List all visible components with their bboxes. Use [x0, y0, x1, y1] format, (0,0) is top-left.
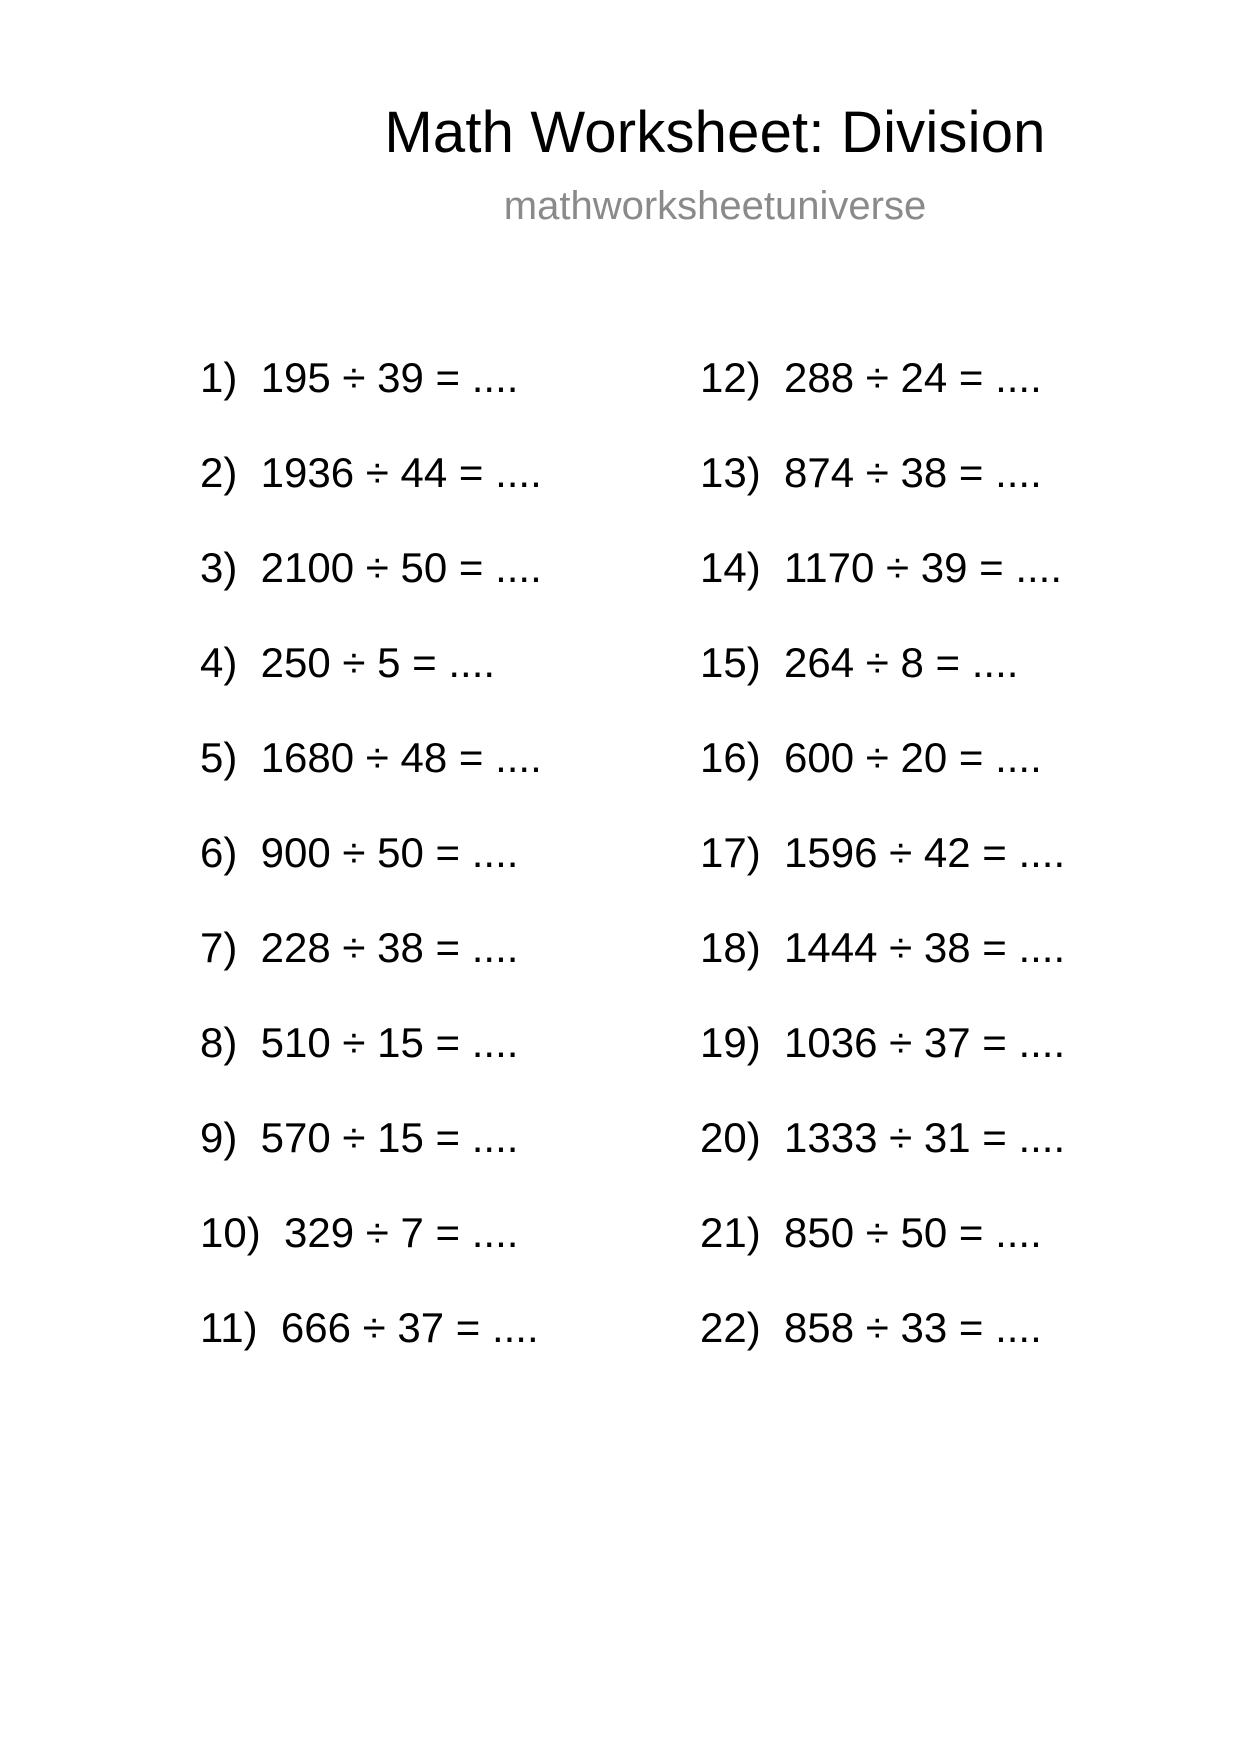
problem-item: 12) 288 ÷ 24 = ....	[700, 354, 1042, 401]
problem-item: 16) 600 ÷ 20 = ....	[700, 734, 1042, 781]
problem-item: 3) 2100 ÷ 50 = ....	[200, 544, 542, 591]
problem-item: 13) 874 ÷ 38 = ....	[700, 449, 1042, 496]
problem-item: 19) 1036 ÷ 37 = ....	[700, 1019, 1066, 1066]
problem-item: 15) 264 ÷ 8 = ....	[700, 639, 1019, 686]
problem-item: 20) 1333 ÷ 31 = ....	[700, 1114, 1066, 1161]
problem-item: 17) 1596 ÷ 42 = ....	[700, 829, 1066, 876]
worksheet-subtitle: mathworksheetuniverse	[503, 184, 927, 228]
problem-item: 22) 858 ÷ 33 = ....	[700, 1304, 1042, 1351]
problem-item: 14) 1170 ÷ 39 = ....	[700, 544, 1063, 591]
problem-item: 4) 250 ÷ 5 = ....	[200, 639, 496, 686]
problem-item: 6) 900 ÷ 50 = ....	[200, 829, 519, 876]
problem-item: 8) 510 ÷ 15 = ....	[200, 1019, 519, 1066]
problem-item: 21) 850 ÷ 50 = ....	[700, 1209, 1042, 1256]
problem-item: 7) 228 ÷ 38 = ....	[200, 924, 519, 971]
problem-item: 18) 1444 ÷ 38 = ....	[700, 924, 1066, 971]
problem-item: 1) 195 ÷ 39 = ....	[200, 354, 519, 401]
problem-item: 2) 1936 ÷ 44 = ....	[200, 449, 542, 496]
problem-item: 9) 570 ÷ 15 = ....	[200, 1114, 519, 1161]
worksheet-title: Math Worksheet: Division	[384, 100, 1046, 165]
problems-column-right	[700, 348, 1065, 1393]
problem-item: 10) 329 ÷ 7 = ....	[200, 1209, 519, 1256]
problem-item: 11) 666 ÷ 37 = ....	[200, 1304, 539, 1351]
problem-item: 5) 1680 ÷ 48 = ....	[200, 734, 542, 781]
problems-column-left	[200, 348, 542, 1393]
